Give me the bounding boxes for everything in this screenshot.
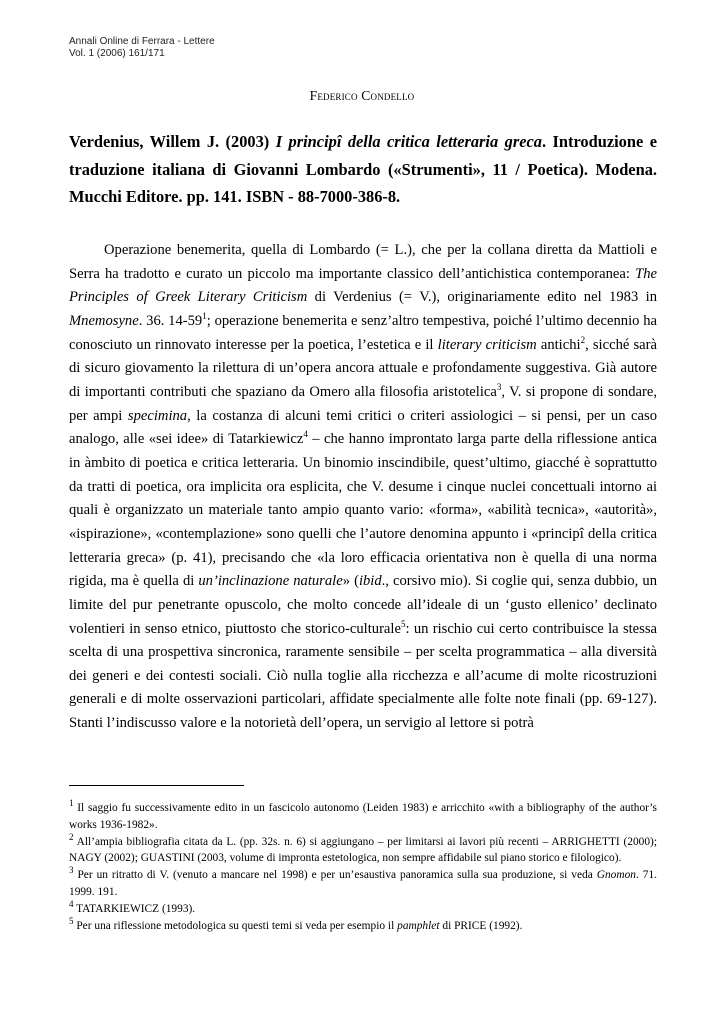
footnote-2 bbox=[69, 831, 657, 868]
footnote-text: Il saggio fu successivamente edito in un fascicolo autonomo (Leiden 1983) e arricchito «with a bibliography of the author’s works 1936-1982». bbox=[69, 802, 657, 831]
running-header bbox=[69, 36, 215, 60]
body-text: : un rischio cui certo contribuisce la stessa scelta di una prospettiva sincronica, raramente sensibile – per scelta programmatica – alla diversità dei generi e dei contesti sociali. Ciò nulla toglie alla ricchezza e all’acume di molte ricostruzioni generali e di molte osservazioni particolari, affidate specialmente alle folte note finali (pp. 69-127). Stanti l’indiscusso valore e la notorietà dell’opera, un servigio al lettore si potrà bbox=[69, 620, 657, 732]
body-text: , V. si propone di sondare, per ampi bbox=[69, 383, 657, 424]
body-italic: Mnemosyne bbox=[69, 312, 139, 329]
footnote-number: 4 bbox=[69, 898, 74, 909]
footnote-ref-3[interactable]: 3 bbox=[496, 382, 502, 393]
body-text: . 36. 14-59 bbox=[138, 312, 203, 329]
footnote-4 bbox=[69, 898, 657, 918]
footnote-number: 2 bbox=[69, 831, 74, 842]
footnote-3 bbox=[69, 867, 657, 901]
body-text: ., corsivo mio). Si coglie qui, senza dubbio, un limite del pur penetrante opuscolo, che molto concede all’ideale di un ‘gusto ellenico’ declinato volentieri in senso etnico, piuttosto che storico-culturale bbox=[69, 573, 657, 637]
footnote-ref-2[interactable]: 2 bbox=[580, 334, 586, 345]
footnote-text: Per un ritratto di V. (venuto a mancare nel 1998) e per un’esaustiva panoramica sulla sua produzione, si veda bbox=[73, 869, 597, 882]
body-text: antichi bbox=[536, 336, 581, 353]
footnote-text: Per una riflessione metodologica su questi temi si veda per esempio il bbox=[73, 919, 398, 932]
footnotes bbox=[69, 800, 657, 934]
body-text: , sicché sarà di sicuro giovamento la rilettura di un’opera ancora attuale e profondamente suggestiva. Già autore di importanti contributi che spaziano da Omero alla filosofia aristotelica bbox=[69, 336, 657, 400]
footnote-number: 3 bbox=[69, 865, 74, 876]
footnote-ref-5[interactable]: 5 bbox=[400, 618, 406, 629]
footnote-separator bbox=[69, 785, 244, 786]
review-author: Federico Condello bbox=[309, 88, 415, 103]
footnote-text: . 71. 1999. 191. bbox=[69, 869, 658, 898]
body-italic: un’inclinazione naturale bbox=[198, 573, 343, 590]
footnote-italic: pamphlet bbox=[397, 919, 440, 932]
footnote-1 bbox=[69, 800, 657, 834]
body-italic: ibid bbox=[358, 573, 382, 590]
body-italic: literary criticism bbox=[437, 336, 537, 353]
title-details: . Introduzione e traduzione italiana di Giovanni Lombardo («Strumenti», 11 / Poetica). Modena. Mucchi Editore. pp. 141. ISBN - 88-7000-386-8. bbox=[69, 132, 657, 206]
body-text: di Verdenius (= V.), originariamente edito nel 1983 in bbox=[307, 289, 658, 306]
journal-volume: Vol. 1 (2006) 161/171 bbox=[69, 48, 165, 59]
footnote-ref-1[interactable]: 1 bbox=[202, 311, 207, 322]
footnote-5 bbox=[69, 915, 657, 935]
review-body bbox=[69, 239, 657, 736]
footnote-ref-4[interactable]: 4 bbox=[303, 429, 308, 440]
footnote-number: 1 bbox=[69, 798, 74, 809]
footnote-text: All’ampia bibliografia citata da L. (pp. 32s. n. 6) si aggiungano – per limitarsi ai lavori più recenti – ARRIGHETTI (2000); NAGY (2002); GUASTINI (2003, volume di impronta estetologica, non sempre affidabile sul piano storico e filologico). bbox=[69, 835, 657, 865]
body-paragraph bbox=[69, 239, 657, 736]
footnote-italic: Gnomon bbox=[596, 869, 636, 882]
title-book: I principî della critica letteraria greca bbox=[275, 132, 542, 151]
body-text: Operazione benemerita, quella di Lombardo (= L.), che per la collana diretta da Mattioli e Serra ha tradotto e curato un piccolo ma importante classico dell’antichistica contemporanea: bbox=[69, 242, 657, 282]
footnote-number: 5 bbox=[69, 915, 74, 926]
footnote-text: di PRICE (1992). bbox=[439, 919, 523, 932]
body-text: » ( bbox=[342, 573, 359, 590]
body-text: , la costanza di alcuni temi critici o criteri assiologici – si pensi, per un caso analogo, alle «sei idee» di Tatarkiewicz bbox=[69, 407, 657, 448]
body-text: – che hanno improntato larga parte della riflessione antica in àmbito di poetica e critica letteraria. Un binomio inscindibile, quest’ultimo, giacché è soprattutto da tratti di poetica, ora implicita ora esplicita, che V. desume i cinque nuclei concettuali intorno ai quali è organizzato un materiale tanto ampio quanto vario: «forma», «abilità tecnica», «autorità», «ispirazione», «contemplazione» sono quelli che l’autore denomina appunto i «principî della critica letteraria greca» (p. 41), precisando che «la loro efficacia orientativa non è quella di una norma rigida, ma è quella di bbox=[69, 431, 657, 590]
body-italic: The Principles of Greek Literary Criticism bbox=[69, 265, 657, 306]
body-italic: specimina bbox=[127, 407, 188, 424]
journal-name: Annali Online di Ferrara - Lettere bbox=[69, 36, 215, 47]
review-title bbox=[69, 128, 657, 211]
body-text: ; operazione benemerita e senz’altro tempestiva, poiché l’ultimo decennio ha conosciuto un rinnovato interesse per la poetica, l’estetica e il bbox=[69, 312, 657, 353]
title-authors: Verdenius, Willem J. (2003) bbox=[69, 132, 276, 151]
footnote-text: TATARKIEWICZ (1993). bbox=[73, 902, 196, 915]
